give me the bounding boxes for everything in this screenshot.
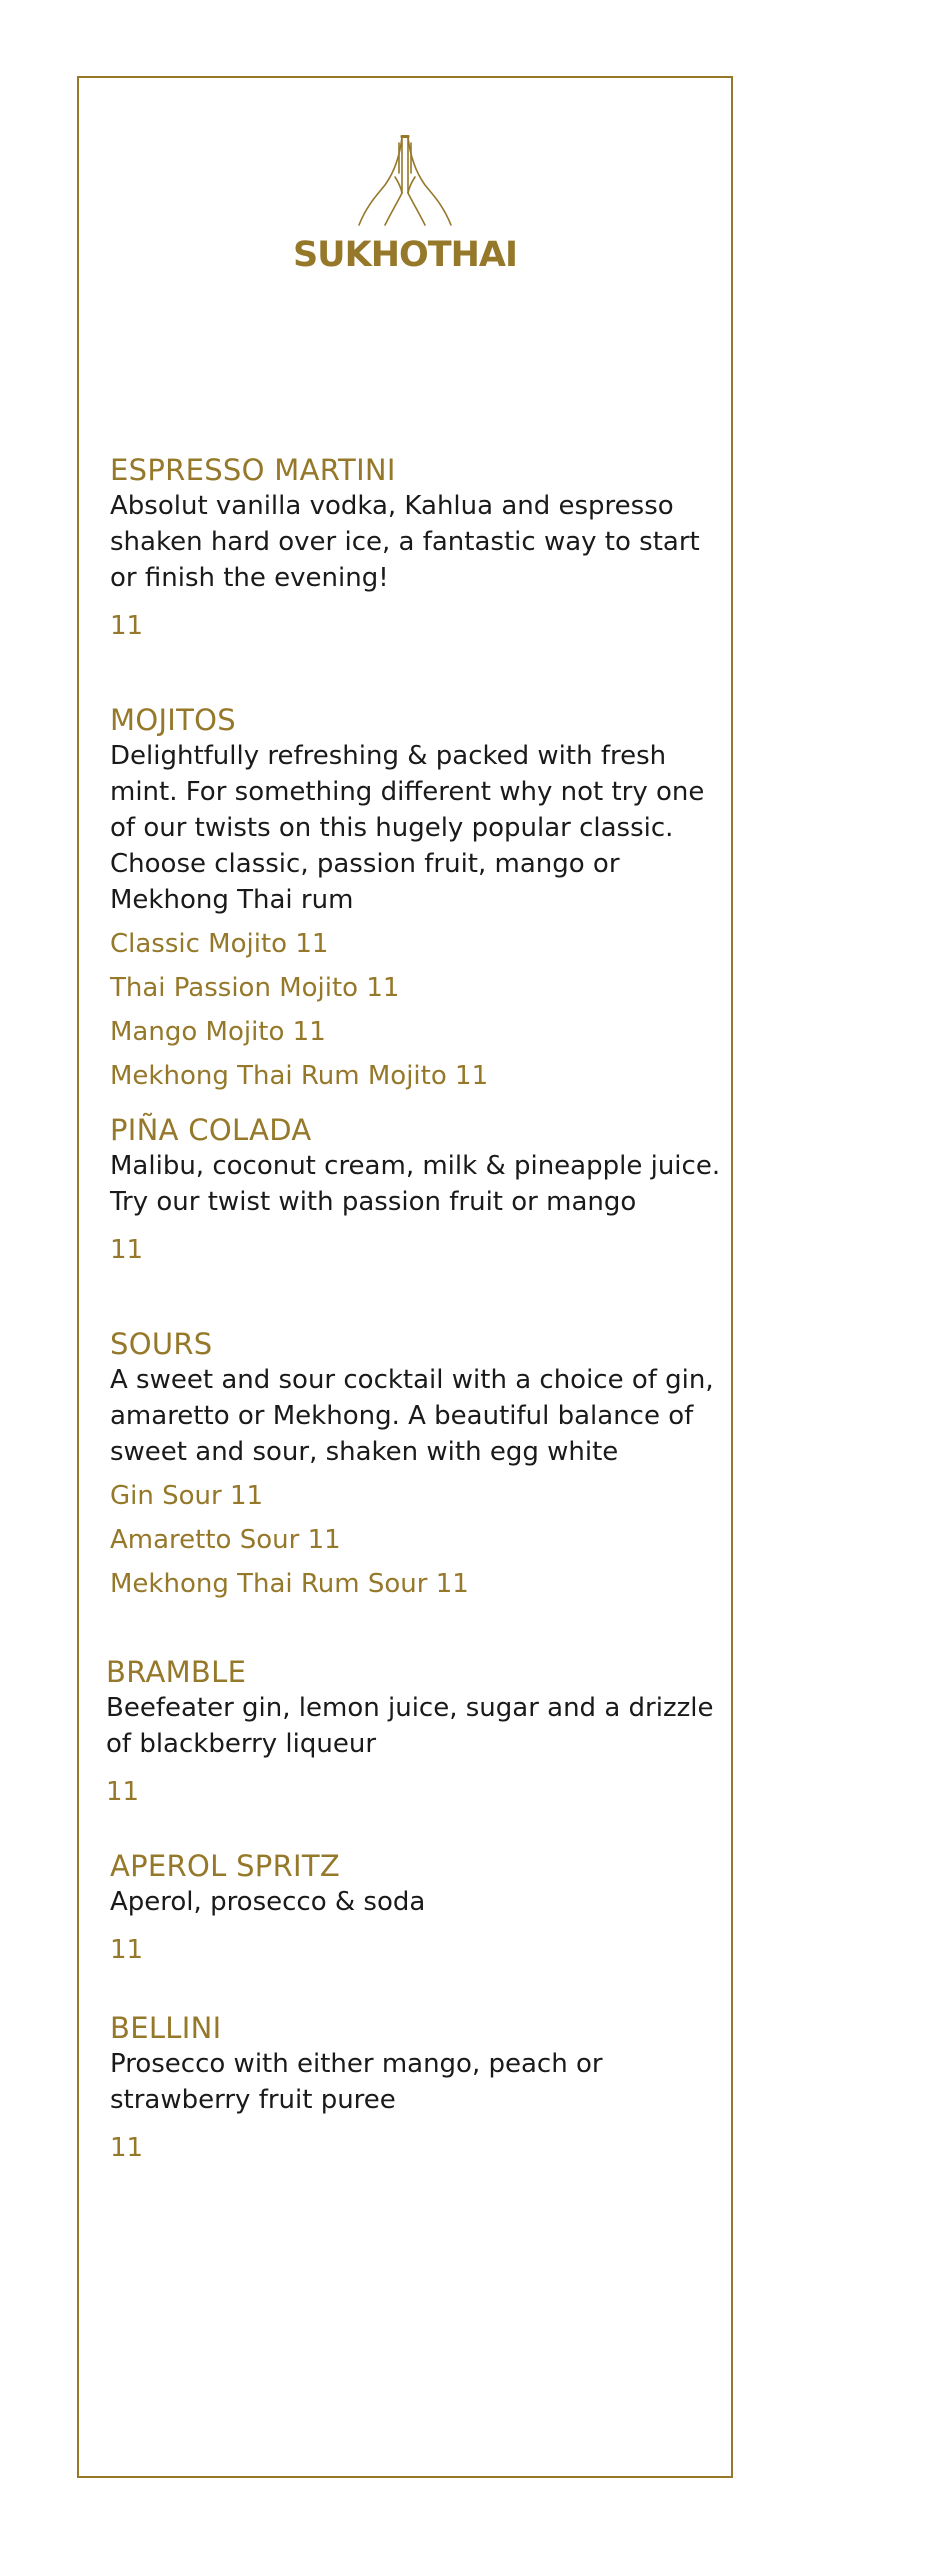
- item-title: ESPRESSO MARTINI: [110, 453, 396, 487]
- item-title: MOJITOS: [110, 703, 237, 737]
- variant-item: Gin Sour 11: [110, 1481, 264, 1511]
- menu-item-sours: [110, 1326, 730, 1602]
- menu-item-bramble: [106, 1654, 726, 1810]
- item-description: Beefeater gin, lemon juice, sugar and a drizzle of blackberry liqueur: [106, 1693, 714, 1759]
- item-title: PIÑA COLADA: [110, 1113, 312, 1147]
- menu-frame: [77, 76, 733, 2478]
- item-description: Prosecco with either mango, peach or strawberry fruit puree: [110, 2049, 603, 2115]
- variant-item: Amaretto Sour 11: [110, 1525, 341, 1555]
- brand-logo: [79, 133, 731, 273]
- brand-name: SUKHOTHAI: [292, 235, 518, 275]
- variant-item: Mekhong Thai Rum Mojito 11: [110, 1061, 489, 1091]
- menu-item-bellini: [110, 2010, 730, 2166]
- item-price: 11: [110, 611, 144, 641]
- item-description: Delightfully refreshing & packed with fresh mint. For something different why not try one of our twists on this hugely popular classic. Choose classic, passion fruit, mango or Mekhong Thai rum: [110, 741, 705, 915]
- variant-item: Mango Mojito 11: [110, 1017, 326, 1047]
- item-description: Absolut vanilla vodka, Kahlua and espresso shaken hard over ice, a fantastic way to start or finish the evening!: [110, 491, 700, 593]
- menu-item-pina-colada: [110, 1112, 730, 1268]
- item-description: Malibu, coconut cream, milk & pineapple juice. Try our twist with passion fruit or mango: [110, 1151, 721, 1217]
- praying-hands-icon: [355, 133, 455, 228]
- item-title: APEROL SPRITZ: [110, 1849, 341, 1883]
- menu-item-aperol-spritz: [110, 1848, 730, 1968]
- item-description: Aperol, prosecco & soda: [110, 1887, 426, 1917]
- item-title: BRAMBLE: [106, 1655, 247, 1689]
- variant-item: Mekhong Thai Rum Sour 11: [110, 1569, 469, 1599]
- item-title: BELLINI: [110, 2011, 222, 2045]
- item-title: SOURS: [110, 1327, 213, 1361]
- variant-item: Thai Passion Mojito 11: [110, 973, 400, 1003]
- item-description: A sweet and sour cocktail with a choice of gin, amaretto or Mekhong. A beautiful balance of sweet and sour, shaken with egg white: [110, 1365, 714, 1467]
- menu-item-mojitos: [110, 702, 730, 1094]
- menu-item-espresso-martini: [110, 452, 730, 644]
- variant-list: [110, 926, 730, 1094]
- variant-list: [110, 1478, 730, 1602]
- item-price: 11: [110, 2133, 144, 2163]
- variant-item: Classic Mojito 11: [110, 929, 329, 959]
- item-price: 11: [110, 1935, 144, 1965]
- item-price: 11: [110, 1235, 144, 1265]
- item-price: 11: [106, 1777, 140, 1807]
